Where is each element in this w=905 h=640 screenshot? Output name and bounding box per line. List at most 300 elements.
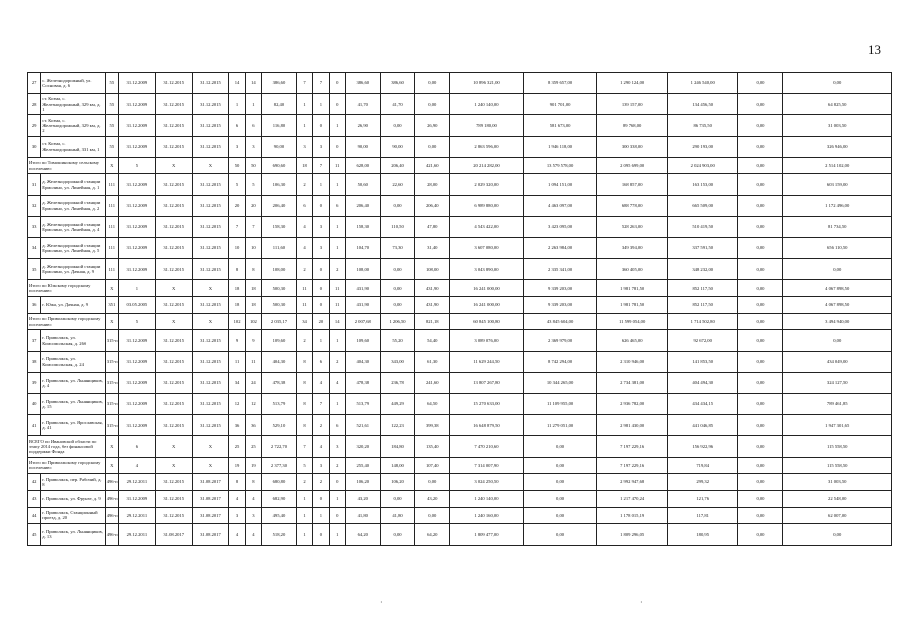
table-cell: 690,60 xyxy=(262,157,297,174)
table-cell: 8 xyxy=(296,372,312,393)
table-cell: 106,20 xyxy=(380,474,415,491)
table-cell: 1 172 496,00 xyxy=(783,195,892,216)
table-cell: 0 xyxy=(329,73,345,94)
table-cell: 82,40 xyxy=(262,94,297,115)
table-cell: 1 240 160,00 xyxy=(450,507,524,524)
table-cell: 26,90 xyxy=(415,115,450,136)
table-cell: 43 xyxy=(28,490,41,507)
table-cell: 2 xyxy=(313,474,329,491)
table-row xyxy=(28,195,892,216)
table-cell: д. Железнодорожной станции Ермолино, ул. Линейная, д. 2 xyxy=(41,195,105,216)
table-cell: с. Железнодорожный, ул. Сосновая, д. 6 xyxy=(41,73,105,94)
table-cell: 4 xyxy=(313,436,329,457)
table-cell: 4 067 898,50 xyxy=(783,280,892,297)
table-cell: 18 xyxy=(296,157,312,174)
table-cell: 26,90 xyxy=(345,115,380,136)
table-cell: 31.12.2015 xyxy=(192,238,229,259)
table-cell: 1 xyxy=(296,507,312,524)
table-cell: X xyxy=(105,157,118,174)
table-cell: 404,30 xyxy=(262,351,297,372)
table-cell: 7 xyxy=(296,73,312,94)
table-cell: 529,10 xyxy=(262,415,297,436)
table-cell: 7 197 229,16 xyxy=(597,436,668,457)
table-cell: 0 xyxy=(329,507,345,524)
table-cell: 6 xyxy=(118,436,155,457)
table-cell: 2 095 699,00 xyxy=(597,157,668,174)
table-cell: 19 xyxy=(245,457,261,474)
table-cell: 31.08.2017 xyxy=(192,490,229,507)
table-cell: 31.12.2015 xyxy=(155,115,192,136)
table-cell: 42 xyxy=(28,474,41,491)
table-cell: 3 xyxy=(229,507,245,524)
table-cell: 15 270 633,00 xyxy=(450,394,524,415)
table-cell: 31.08.2017 xyxy=(192,507,229,524)
table-cell: 1 947 301,65 xyxy=(783,415,892,436)
table-cell: 18 xyxy=(245,297,261,314)
table-cell: 102 xyxy=(245,313,261,330)
table-cell: 3 xyxy=(245,136,261,157)
table-cell: 7 xyxy=(229,216,245,237)
table-cell: 31.12.2015 xyxy=(155,474,192,491)
table-cell: 351 xyxy=(105,297,118,314)
table-cell: 45 xyxy=(28,524,41,545)
table-cell: 1 946 118,00 xyxy=(523,136,597,157)
table-cell: 510 419,50 xyxy=(667,216,738,237)
table-cell: 0,00 xyxy=(738,415,783,436)
table-cell: 0 xyxy=(313,297,329,314)
table-cell: 8 xyxy=(229,474,245,491)
table-cell: 0 xyxy=(313,280,329,297)
scan-mark: · xyxy=(640,598,643,607)
table-cell: 386,60 xyxy=(262,73,297,94)
table-cell: 31.08.2017 xyxy=(192,524,229,545)
table-cell: 55 xyxy=(105,73,118,94)
scan-mark: · xyxy=(380,598,383,607)
table-cell: 41,70 xyxy=(380,94,415,115)
table-cell: 108,00 xyxy=(415,259,450,280)
table-cell: 2 024 903,00 xyxy=(667,157,738,174)
table-cell: 0 xyxy=(313,490,329,507)
table-cell: 789 461,85 xyxy=(783,394,892,415)
table-cell: 7 xyxy=(313,394,329,415)
table-cell: 31 003,50 xyxy=(783,115,892,136)
table-cell: 62 007,00 xyxy=(783,507,892,524)
table-cell: 290 193,00 xyxy=(667,136,738,157)
table-cell: 11 xyxy=(296,297,312,314)
table-cell: г. Приволжск, Станционный проезд, д. 20 xyxy=(41,507,105,524)
table-cell: 478,38 xyxy=(345,372,380,393)
table-cell: 1 xyxy=(245,94,261,115)
table-cell: 0,00 xyxy=(738,524,783,545)
table-cell: 24 xyxy=(245,372,261,393)
table-cell: 3 xyxy=(245,507,261,524)
table-cell: 7 xyxy=(245,216,261,237)
table-cell: 33 xyxy=(28,216,41,237)
table-cell: 34 xyxy=(296,313,312,330)
table-cell: 41,80 xyxy=(380,507,415,524)
table-cell: 9 339 203,00 xyxy=(523,297,597,314)
table-cell: 1 246 540,00 xyxy=(667,73,738,94)
table-cell: 31.12.2015 xyxy=(155,507,192,524)
table-cell: 0,00 xyxy=(380,490,415,507)
table-cell: 9 339 203,00 xyxy=(523,280,597,297)
table-cell: 1 094 151,00 xyxy=(523,174,597,195)
table-cell: 31.12.2009 xyxy=(118,195,155,216)
table-cell: 0,00 xyxy=(415,73,450,94)
table-cell: 431,90 xyxy=(415,297,450,314)
table-cell: 0,00 xyxy=(738,174,783,195)
table-cell: 1 178 015,19 xyxy=(597,507,668,524)
table-cell: 513,79 xyxy=(262,394,297,415)
table-cell: 404 494,30 xyxy=(667,372,738,393)
table-cell: 9 xyxy=(229,330,245,351)
table-cell: 31.12.2015 xyxy=(155,372,192,393)
table-cell: X xyxy=(192,313,229,330)
table-cell: 1 xyxy=(313,174,329,195)
table-cell: 8 xyxy=(296,415,312,436)
table-cell: 0,00 xyxy=(783,259,892,280)
table-cell: 16 648 879,50 xyxy=(450,415,524,436)
table-cell: 521,61 xyxy=(345,415,380,436)
table-cell: г. Южа, ул. Дачная, д. 9 xyxy=(41,297,105,314)
table-cell: 0,00 xyxy=(738,216,783,237)
table-cell: 0,00 xyxy=(415,507,450,524)
table-cell: 7 470 210,60 xyxy=(450,436,524,457)
table-cell: 31.12.2009 xyxy=(118,73,155,94)
table-cell: 0,00 xyxy=(523,524,597,545)
table-cell: 31.12.2009 xyxy=(118,394,155,415)
table-cell: 31.12.2009 xyxy=(118,351,155,372)
table-cell: 1 981 781,50 xyxy=(597,280,668,297)
table-cell: 30 xyxy=(28,136,41,157)
table-row xyxy=(28,216,892,237)
table-row xyxy=(28,330,892,351)
table-row xyxy=(28,73,892,94)
table-cell: г. Приволжск, ул. Льнянщиков, д. 13 xyxy=(41,524,105,545)
table-cell: 2 936 782,00 xyxy=(597,394,668,415)
table-cell: 14 xyxy=(245,73,261,94)
table-cell: 0,00 xyxy=(738,457,783,474)
table-cell: 337 591,50 xyxy=(667,238,738,259)
table-cell: 0,00 xyxy=(415,94,450,115)
table-cell: 4 xyxy=(245,490,261,507)
table-cell: 2 xyxy=(313,415,329,436)
table-cell: 3 089 076,00 xyxy=(450,330,524,351)
table-cell: 2 981 430,00 xyxy=(597,415,668,436)
table-cell: д. Железнодорожной станции Ермолино, ул. Линейная, д. 1 xyxy=(41,174,105,195)
table-cell: 31.12.2015 xyxy=(155,174,192,195)
table-cell: 29.12.2011 xyxy=(118,474,155,491)
table-cell: 158,30 xyxy=(345,216,380,237)
table-cell: 115 558,50 xyxy=(783,436,892,457)
table-cell: ст. Козма, с. Железнодорожный, 331 км, 1 xyxy=(41,136,105,157)
table-cell: 0,00 xyxy=(738,238,783,259)
table-row xyxy=(28,115,892,136)
table-cell: 0,00 xyxy=(738,351,783,372)
table-row xyxy=(28,474,892,491)
table-cell: г. Приволжск, ул. Фрунзе, д. 9 xyxy=(41,490,105,507)
table-cell: 0,00 xyxy=(523,436,597,457)
table-cell: 81 734,50 xyxy=(783,216,892,237)
table-cell: 0,00 xyxy=(738,330,783,351)
table-cell: 518,20 xyxy=(262,524,297,545)
table-cell: 2 xyxy=(296,259,312,280)
table-cell: 12 xyxy=(245,394,261,415)
table-cell: 2 514 102,00 xyxy=(783,157,892,174)
table-cell: Итого по Приволжскому городскому поселению: xyxy=(28,457,106,474)
table-cell: 135,40 xyxy=(415,436,450,457)
table-cell: 11 599 054,00 xyxy=(597,313,668,330)
table-cell: 852 117,50 xyxy=(667,280,738,297)
table-cell: 1 xyxy=(313,94,329,115)
table-cell: 111 xyxy=(105,259,118,280)
table-cell: ст. Козма, с. Железнодорожный, 329 км, д. 2 xyxy=(41,115,105,136)
table-cell: 386,60 xyxy=(380,73,415,94)
table-cell: 31.12.2009 xyxy=(118,136,155,157)
table-cell: 2 335 341,00 xyxy=(523,259,597,280)
table-cell: 496-п xyxy=(105,524,118,545)
table-cell: 1 981 781,50 xyxy=(597,297,668,314)
table-cell: 2 035,17 xyxy=(262,313,297,330)
table-cell: 117,81 xyxy=(667,507,738,524)
table-cell: 0 xyxy=(313,195,329,216)
table-cell: 4 xyxy=(313,372,329,393)
table-cell: 31.12.2015 xyxy=(192,73,229,94)
table-cell: 2 722,70 xyxy=(262,436,297,457)
table-row xyxy=(28,524,892,545)
table-cell: 64,20 xyxy=(415,524,450,545)
table-cell: 36 xyxy=(28,297,41,314)
table-cell: 6 xyxy=(329,415,345,436)
table-cell: 31.12.2015 xyxy=(192,174,229,195)
table-cell: 2 369 979,00 xyxy=(523,330,597,351)
table-cell: 1 xyxy=(329,394,345,415)
table-cell: 41,80 xyxy=(345,507,380,524)
table-cell: 2 xyxy=(296,330,312,351)
table-cell: 31.12.2015 xyxy=(192,351,229,372)
table-cell: 20 xyxy=(245,195,261,216)
table-cell: 300 338,00 xyxy=(597,136,668,157)
table-cell: 1 809 477,00 xyxy=(450,524,524,545)
table-cell: 3 xyxy=(313,216,329,237)
table-cell: 55 xyxy=(105,94,118,115)
table-cell: 31.12.2009 xyxy=(118,94,155,115)
table-cell: 0,00 xyxy=(380,524,415,545)
table-cell: 31.12.2015 xyxy=(155,195,192,216)
table-cell: 20 xyxy=(313,313,329,330)
table-cell: 03.05.2005 xyxy=(118,297,155,314)
table-cell: 241,60 xyxy=(415,372,450,393)
table-cell: 40 xyxy=(28,394,41,415)
table-cell: 11 109 955,00 xyxy=(523,394,597,415)
table-cell: 603 159,00 xyxy=(783,174,892,195)
table-cell: 92 672,00 xyxy=(667,330,738,351)
table-cell: 8 xyxy=(296,351,312,372)
table-cell: 4 463 097,00 xyxy=(523,195,597,216)
table-cell: 29.12.2011 xyxy=(118,524,155,545)
table-cell: 4 xyxy=(329,372,345,393)
table-cell: 31.12.2009 xyxy=(118,490,155,507)
table-cell: г. Приволжск, пер. Рабочий, д. 8 xyxy=(41,474,105,491)
table-row xyxy=(28,174,892,195)
table-cell: 31.08.2017 xyxy=(192,474,229,491)
table-cell: 682,90 xyxy=(262,490,297,507)
table-cell: 1 290 124,00 xyxy=(597,73,668,94)
table-cell: 55 xyxy=(105,136,118,157)
table-cell: 3 043 890,00 xyxy=(450,259,524,280)
table-cell: 0,00 xyxy=(415,136,450,157)
table-cell: 41 xyxy=(28,415,41,436)
table-cell: 0,00 xyxy=(380,195,415,216)
table-cell: 31.12.2015 xyxy=(192,394,229,415)
table-cell: 37 xyxy=(28,330,41,351)
table-cell: 1 809 296,05 xyxy=(597,524,668,545)
table-cell: 449,29 xyxy=(380,394,415,415)
table-cell: 184,80 xyxy=(380,436,415,457)
table-cell: 431,90 xyxy=(345,297,380,314)
table-cell: 626 465,00 xyxy=(597,330,668,351)
table-cell: 64 825,50 xyxy=(783,94,892,115)
table-cell: 1 xyxy=(296,115,312,136)
register-table-body xyxy=(28,73,892,546)
table-cell: 0,00 xyxy=(738,372,783,393)
table-cell: 122,23 xyxy=(380,415,415,436)
table-cell: 31.12.2009 xyxy=(118,115,155,136)
table-cell: 4 xyxy=(296,238,312,259)
summary-row xyxy=(28,436,892,457)
table-cell: 60 845 100,80 xyxy=(450,313,524,330)
table-cell: 349 394,00 xyxy=(597,238,668,259)
table-cell: 3 xyxy=(229,136,245,157)
table-cell: 0,00 xyxy=(380,115,415,136)
table-cell: 2 992 947,68 xyxy=(597,474,668,491)
table-cell: 1 xyxy=(329,330,345,351)
table-cell: 31.12.2015 xyxy=(155,136,192,157)
table-cell: г. Приволжск, ул. Комсомольская, д. 24 xyxy=(41,351,105,372)
table-cell: 0,00 xyxy=(738,474,783,491)
table-cell: 315-п xyxy=(105,372,118,393)
table-cell: 18 xyxy=(229,280,245,297)
table-cell: X xyxy=(155,313,192,330)
table-cell: 148,00 xyxy=(380,457,415,474)
summary-row xyxy=(28,313,892,330)
table-cell: 22 548,00 xyxy=(783,490,892,507)
table-cell: 31.12.2015 xyxy=(155,330,192,351)
table-cell: ст. Козма, с. Железнодорожный, 329 км, д. 1 xyxy=(41,94,105,115)
table-cell: 0,00 xyxy=(738,297,783,314)
table-cell: 0 xyxy=(329,94,345,115)
table-cell: 719,84 xyxy=(667,457,738,474)
table-cell: 680,80 xyxy=(262,474,297,491)
table-cell: 315-п xyxy=(105,351,118,372)
table-cell: 18 xyxy=(229,297,245,314)
table-cell: 326 946,00 xyxy=(783,136,892,157)
table-cell: 513,79 xyxy=(345,394,380,415)
table-cell: 50,60 xyxy=(345,174,380,195)
table-cell: 2 863 596,00 xyxy=(450,136,524,157)
table-cell: 4 xyxy=(229,524,245,545)
table-cell: 31.12.2015 xyxy=(155,394,192,415)
table-cell: 39 xyxy=(28,372,41,393)
table-cell: 0,00 xyxy=(783,330,892,351)
table-cell: 31 003,50 xyxy=(783,474,892,491)
table-cell: 31.12.2009 xyxy=(118,372,155,393)
table-cell: 11 279 051,00 xyxy=(523,415,597,436)
table-cell: 8 xyxy=(245,474,261,491)
table-cell: 206,40 xyxy=(345,195,380,216)
table-cell: 0,00 xyxy=(523,474,597,491)
table-cell: 0,00 xyxy=(523,490,597,507)
table-cell: 320,20 xyxy=(345,436,380,457)
table-cell: 1 xyxy=(296,524,312,545)
table-cell: 10 xyxy=(245,238,261,259)
table-cell: 206,40 xyxy=(415,195,450,216)
table-cell: 399,38 xyxy=(415,415,450,436)
table-cell: 31.12.2015 xyxy=(192,259,229,280)
table-cell: 1 xyxy=(313,330,329,351)
table-row xyxy=(28,351,892,372)
table-cell: 108,00 xyxy=(345,259,380,280)
table-row xyxy=(28,394,892,415)
table-cell: 43 845 604,00 xyxy=(523,313,597,330)
table-cell: X xyxy=(105,280,118,297)
table-cell: 134 456,50 xyxy=(667,94,738,115)
table-cell: X xyxy=(155,280,192,297)
table-cell: 41,70 xyxy=(345,94,380,115)
table-cell: 158,30 xyxy=(262,216,297,237)
table-cell: 156 922,96 xyxy=(667,436,738,457)
table-cell: 1 xyxy=(329,238,345,259)
table-cell: 6 xyxy=(245,115,261,136)
table-cell: 141 853,50 xyxy=(667,351,738,372)
table-cell: 8 742 294,00 xyxy=(523,351,597,372)
table-cell: 386,60 xyxy=(345,73,380,94)
table-cell: 32 xyxy=(28,195,41,216)
table-cell: 104,70 xyxy=(345,238,380,259)
table-cell: 478,38 xyxy=(262,372,297,393)
table-cell: 31.12.2015 xyxy=(192,297,229,314)
table-cell: 688 778,00 xyxy=(597,195,668,216)
table-cell: 581 673,00 xyxy=(523,115,597,136)
table-cell: 38 xyxy=(28,351,41,372)
table-cell: 0,00 xyxy=(415,474,450,491)
table-cell: 111 xyxy=(105,195,118,216)
table-cell: 7 197 229,16 xyxy=(597,457,668,474)
summary-row xyxy=(28,280,892,297)
table-cell: X xyxy=(105,436,118,457)
table-cell: 1 xyxy=(313,507,329,524)
table-cell: 0 xyxy=(329,136,345,157)
table-cell: 31.12.2015 xyxy=(155,259,192,280)
table-cell: 31,40 xyxy=(415,238,450,259)
table-cell: 29.12.2011 xyxy=(118,507,155,524)
table-cell: 431,90 xyxy=(345,280,380,297)
table-cell: 19 xyxy=(229,457,245,474)
table-cell: 31.12.2015 xyxy=(155,351,192,372)
table-cell: 8 xyxy=(229,259,245,280)
table-cell: 0,00 xyxy=(738,313,783,330)
table-cell: 10 xyxy=(229,238,245,259)
table-cell: 50 xyxy=(229,157,245,174)
table-cell: 10 896 321,00 xyxy=(450,73,524,94)
table-cell: 106,20 xyxy=(345,474,380,491)
table-cell: 1 xyxy=(329,216,345,237)
table-cell: 360 405,00 xyxy=(597,259,668,280)
table-cell: г. Приволжск, ул. Льнянщиков, д. 4 xyxy=(41,372,105,393)
table-cell: 6 989 880,00 xyxy=(450,195,524,216)
table-cell: 2 029 320,00 xyxy=(450,174,524,195)
table-cell: 35 xyxy=(28,259,41,280)
